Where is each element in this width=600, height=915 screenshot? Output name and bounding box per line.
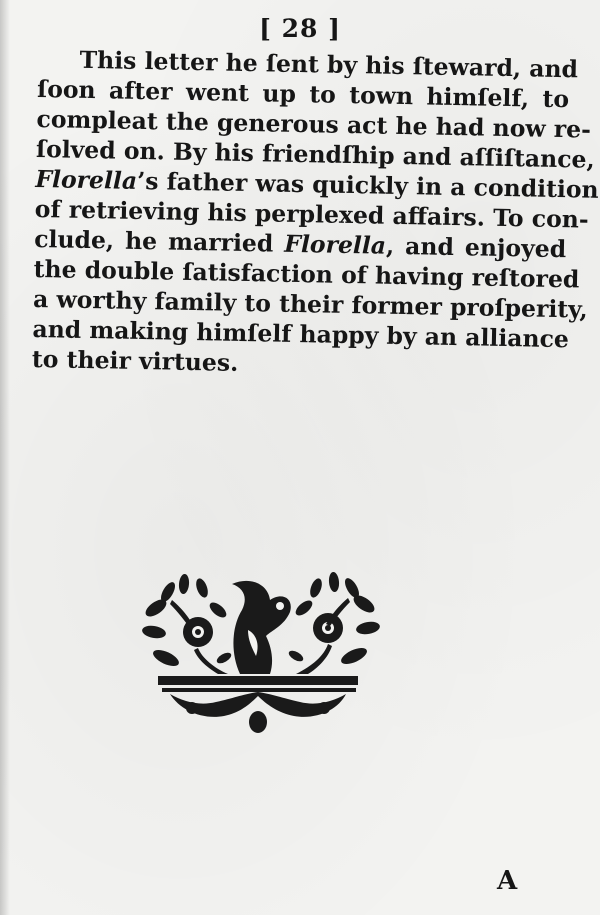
name-florella: Florella — [284, 229, 387, 260]
name-florella: Florella — [35, 164, 138, 195]
page-edge-shadow — [0, 0, 10, 915]
page-number: [ 28 ] — [259, 14, 341, 43]
text-line-1: This letter he ſent by his ſteward, and — [79, 45, 579, 84]
text-line-4: ſolved on. By his friendſhip and aſſiſtance, — [35, 134, 595, 174]
text-line-7: clude, he married Florella, and enjoyed — [33, 224, 567, 264]
text-line-2: ſoon after went up to town himſelf, to — [36, 74, 570, 114]
text-line-6: of retrieving his perplexed affairs. To con- — [34, 194, 589, 234]
text-line-3: compleat the generous act he had now re- — [36, 104, 592, 144]
body-paragraph — [31, 44, 599, 384]
catchword: A — [497, 866, 518, 896]
text-line-5: Florella’s father was quickly in a condition — [35, 164, 599, 204]
text-line-8: the double ſatisfaction of having reſtored — [33, 254, 580, 294]
text-line-9: a worthy family to their former proſperity, — [32, 284, 589, 324]
text-line-10: and making himſelf happy by an alliance — [32, 314, 570, 354]
text-line-11: to their virtues. — [31, 344, 239, 377]
floral-tailpiece-ornament — [132, 570, 384, 740]
